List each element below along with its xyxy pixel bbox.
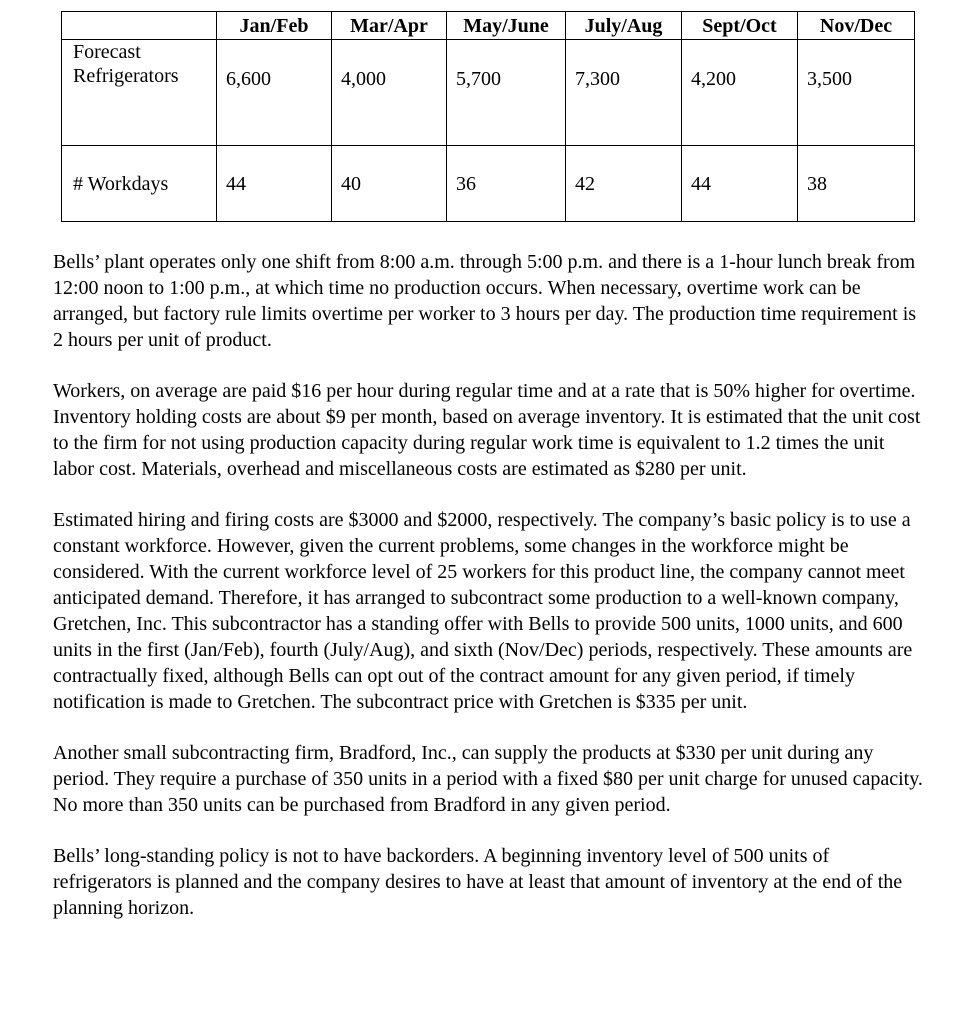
row-label-forecast (62, 40, 217, 146)
paragraph-inventory-policy: Bells’ long-standing policy is not to have backorders. A beginning inventory level of 500 units of refrigerators is planned and the company desires to have at least that amount of inventory at the end of the planning horizon. (53, 845, 903, 919)
table-cell: 40 (332, 146, 447, 222)
paragraph-costs: Workers, on average are paid $16 per hour during regular time and at a rate that is 50% higher for overtime. Inventory holding costs are about $9 per month, based on average inventory. It is estimated that the unit cost to the firm for not using production capacity during regular work time is equivalent to 1.2 times the unit labor cost. Materials, overhead and miscellaneous costs are estimated as $280 per unit. (53, 380, 921, 480)
table-cell: 4,200 (682, 40, 798, 146)
table-cell: 38 (798, 146, 915, 222)
table-cell: 44 (217, 146, 332, 222)
header-cell: Mar/Apr (332, 12, 447, 40)
table-cell: 5,700 (447, 40, 566, 146)
table-cell: 44 (682, 146, 798, 222)
header-empty-cell (62, 12, 217, 40)
table-row (62, 146, 915, 222)
header-cell: Sept/Oct (682, 12, 798, 40)
body-text (53, 249, 923, 946)
header-cell: May/June (447, 12, 566, 40)
header-cell: Jan/Feb (217, 12, 332, 40)
table-cell: 7,300 (566, 40, 682, 146)
row-label-workdays: # Workdays (62, 146, 217, 222)
table-cell: 3,500 (798, 40, 915, 146)
table-cell: 6,600 (217, 40, 332, 146)
row-label-line: Refrigerators (73, 65, 179, 87)
table-cell: 4,000 (332, 40, 447, 146)
header-cell: July/Aug (566, 12, 682, 40)
table-row (62, 40, 915, 146)
paragraph-bradford: Another small subcontracting firm, Bradford, Inc., can supply the products at $330 per unit during any period. They require a purchase of 350 units in a period with a fixed $80 per unit charge for unused capacity. No more than 350 units can be purchased from Bradford in any given period. (53, 742, 923, 816)
row-label-line: Forecast (73, 41, 141, 63)
table-cell: 36 (447, 146, 566, 222)
table-cell: 42 (566, 146, 682, 222)
paragraph-shift-schedule: Bells’ plant operates only one shift from 8:00 a.m. through 5:00 p.m. and there is a 1-hour lunch break from 12:00 noon to 1:00 p.m., at which time no production occurs. When necessary, overtime work can be arranged, but factory rule limits overtime per worker to 3 hours per day. The production time requirement is 2 hours per unit of product. (53, 251, 917, 351)
table-header-row (62, 12, 915, 40)
forecast-table (61, 11, 915, 222)
header-cell: Nov/Dec (798, 12, 915, 40)
paragraph-workforce-subcontract: Estimated hiring and firing costs are $3000 and $2000, respectively. The company’s basic policy is to use a constant workforce. However, given the current problems, some changes in the workforce might be considered. With the current workforce level of 25 workers for this product line, the company cannot meet anticipated demand. Therefore, it has arranged to subcontract some production to a well-known company, Gretchen, Inc. This subcontractor has a standing offer with Bells to provide 500 units, 1000 units, and 600 units in the first (Jan/Feb), fourth (July/Aug), and sixth (Nov/Dec) periods, respectively. These amounts are contractually fixed, although Bells can opt out of the contract amount for any given period, if timely notification is made to Gretchen. The subcontract price with Gretchen is $335 per unit. (53, 509, 913, 713)
